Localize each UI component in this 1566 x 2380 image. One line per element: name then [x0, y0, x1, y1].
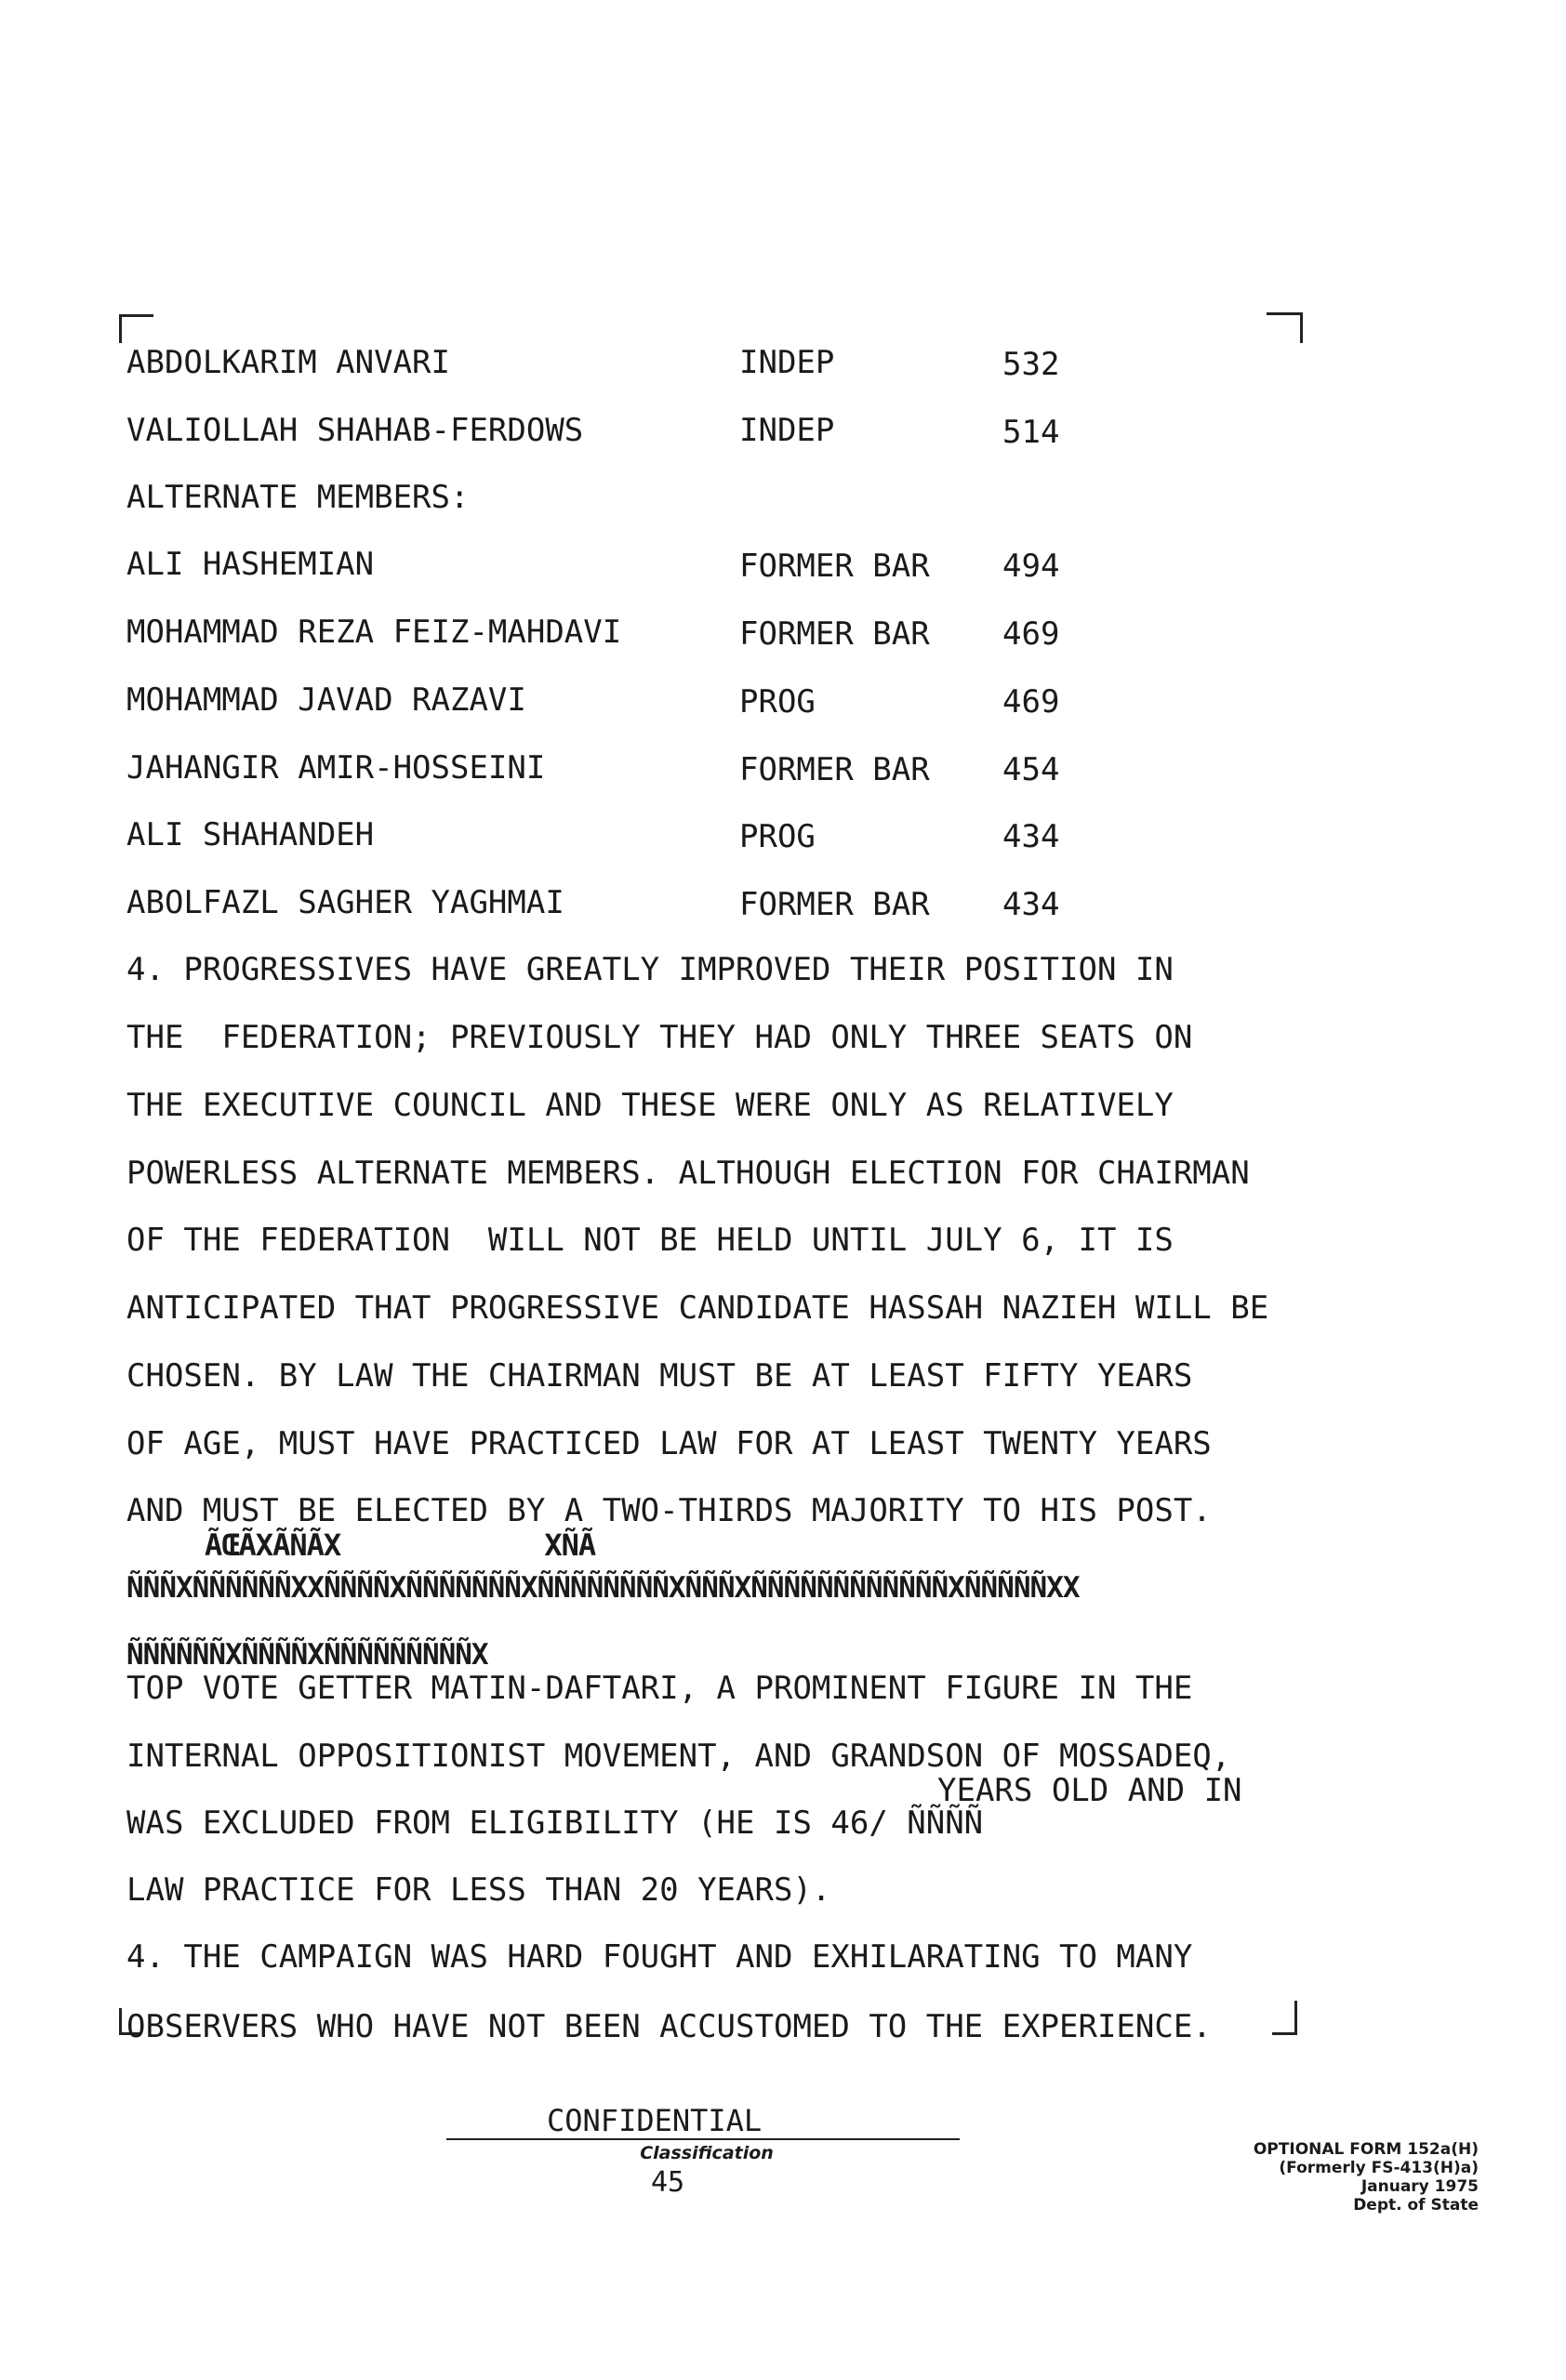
alternate-name: MOHAMMAD REZA FEIZ-MAHDAVI — [126, 614, 622, 651]
paragraph-line: INTERNAL OPPOSITIONIST MOVEMENT, AND GRANDSON OF MOSSADEQ, — [126, 1738, 1231, 1775]
alternate-votes: 434 — [1002, 886, 1060, 923]
member-name: ABDOLKARIM ANVARI — [126, 344, 450, 381]
paragraph-line: OF THE FEDERATION WILL NOT BE HELD UNTIL JULY 6, IT IS — [126, 1222, 1174, 1259]
form-line: (Formerly FS-413(H)a) — [1279, 2159, 1479, 2177]
alternate-votes: 494 — [1002, 548, 1060, 585]
alternate-affiliation: FORMER BAR — [739, 548, 930, 585]
form-line: January 1975 — [1360, 2177, 1479, 2196]
paragraph-line: CHOSEN. BY LAW THE CHAIRMAN MUST BE AT LEAST FIFTY YEARS — [126, 1357, 1193, 1395]
page-number: 45 — [651, 2166, 685, 2199]
paragraph-line: OF AGE, MUST HAVE PRACTICED LAW FOR AT LEAST TWENTY YEARS — [126, 1425, 1212, 1462]
member-votes: 514 — [1002, 414, 1060, 451]
strikeout-line: ÑÑÑÑÑÑXÑÑÑÑXÑÑÑÑÑÑÑÑÑX — [126, 1638, 488, 1672]
classification-label: Classification — [640, 2143, 774, 2163]
member-affiliation: INDEP — [739, 344, 835, 381]
alternate-name: ABOLFAZL SAGHER YAGHMAI — [126, 884, 564, 921]
member-name: VALIOLLAH SHAHAB-FERDOWS — [126, 412, 584, 449]
classification-marking: CONFIDENTIAL — [547, 2103, 763, 2138]
alternate-votes: 469 — [1002, 615, 1060, 653]
paragraph-line: OBSERVERS WHO HAVE NOT BEEN ACCUSTOMED TO THE EXPERIENCE. — [126, 2008, 1212, 2045]
form-line: Dept. of State — [1353, 2196, 1479, 2215]
alternate-name: JAHANGIR AMIR-HOSSEINI — [126, 749, 546, 787]
classification-rule — [446, 2138, 960, 2140]
strikeout-line: ÑÑÑXÑÑÑÑÑÑXXÑÑÑÑXÑÑÑÑÑÑÑXÑÑÑÑÑÑÑÑXÑÑÑXÑÑÑÑÑÑÑÑÑÑÑÑXÑÑÑÑÑXX — [126, 1571, 1080, 1605]
alternate-name: ALI HASHEMIAN — [126, 546, 375, 583]
paragraph-line: THE EXECUTIVE COUNCIL AND THESE WERE ONLY AS RELATIVELY — [126, 1087, 1174, 1124]
inserted-text: YEARS OLD AND IN — [937, 1772, 1242, 1809]
paragraph-line: AND MUST BE ELECTED BY A TWO-THIRDS MAJORITY TO HIS POST. — [126, 1492, 1212, 1529]
member-votes: 532 — [1002, 346, 1060, 383]
paragraph-line: POWERLESS ALTERNATE MEMBERS. ALTHOUGH ELECTION FOR CHAIRMAN — [126, 1155, 1250, 1192]
alternate-affiliation: PROG — [739, 683, 816, 721]
alternate-votes: 434 — [1002, 818, 1060, 855]
paragraph-line: LAW PRACTICE FOR LESS THAN 20 YEARS). — [126, 1871, 831, 1909]
form-line: OPTIONAL FORM 152a(H) — [1253, 2140, 1479, 2159]
paragraph-line: TOP VOTE GETTER MATIN-DAFTARI, A PROMINENT FIGURE IN THE — [126, 1670, 1193, 1707]
paragraph-line: THE FEDERATION; PREVIOUSLY THEY HAD ONLY THREE SEATS ON — [126, 1019, 1193, 1056]
alternate-affiliation: FORMER BAR — [739, 615, 930, 653]
alternate-affiliation: FORMER BAR — [739, 886, 930, 923]
paragraph-line: 4. THE CAMPAIGN WAS HARD FOUGHT AND EXHILARATING TO MANY — [126, 1938, 1193, 1976]
alternate-affiliation: FORMER BAR — [739, 751, 930, 788]
paragraph-line: WAS EXCLUDED FROM ELIGIBILITY (HE IS 46/ ÑÑÑÑ — [126, 1805, 984, 1842]
top-right-bracket — [1267, 312, 1303, 343]
bottom-right-bracket — [1272, 2001, 1297, 2035]
paragraph-line: 4. PROGRESSIVES HAVE GREATLY IMPROVED THEIR POSITION IN — [126, 951, 1174, 988]
member-affiliation: INDEP — [739, 412, 835, 449]
strikeout-line: ÃŒÃXÃÑÃX XÑÃ — [205, 1527, 596, 1563]
top-left-bracket — [119, 314, 153, 343]
paragraph-line: ANTICIPATED THAT PROGRESSIVE CANDIDATE HASSAH NAZIEH WILL BE — [126, 1289, 1269, 1327]
alternate-members-heading: ALTERNATE MEMBERS: — [126, 479, 470, 516]
alternate-votes: 454 — [1002, 751, 1060, 788]
alternate-affiliation: PROG — [739, 818, 816, 855]
alternate-name: MOHAMMAD JAVAD RAZAVI — [126, 681, 526, 719]
form-identifier — [1181, 2140, 1479, 2215]
alternate-votes: 469 — [1002, 683, 1060, 721]
alternate-name: ALI SHAHANDEH — [126, 816, 375, 853]
